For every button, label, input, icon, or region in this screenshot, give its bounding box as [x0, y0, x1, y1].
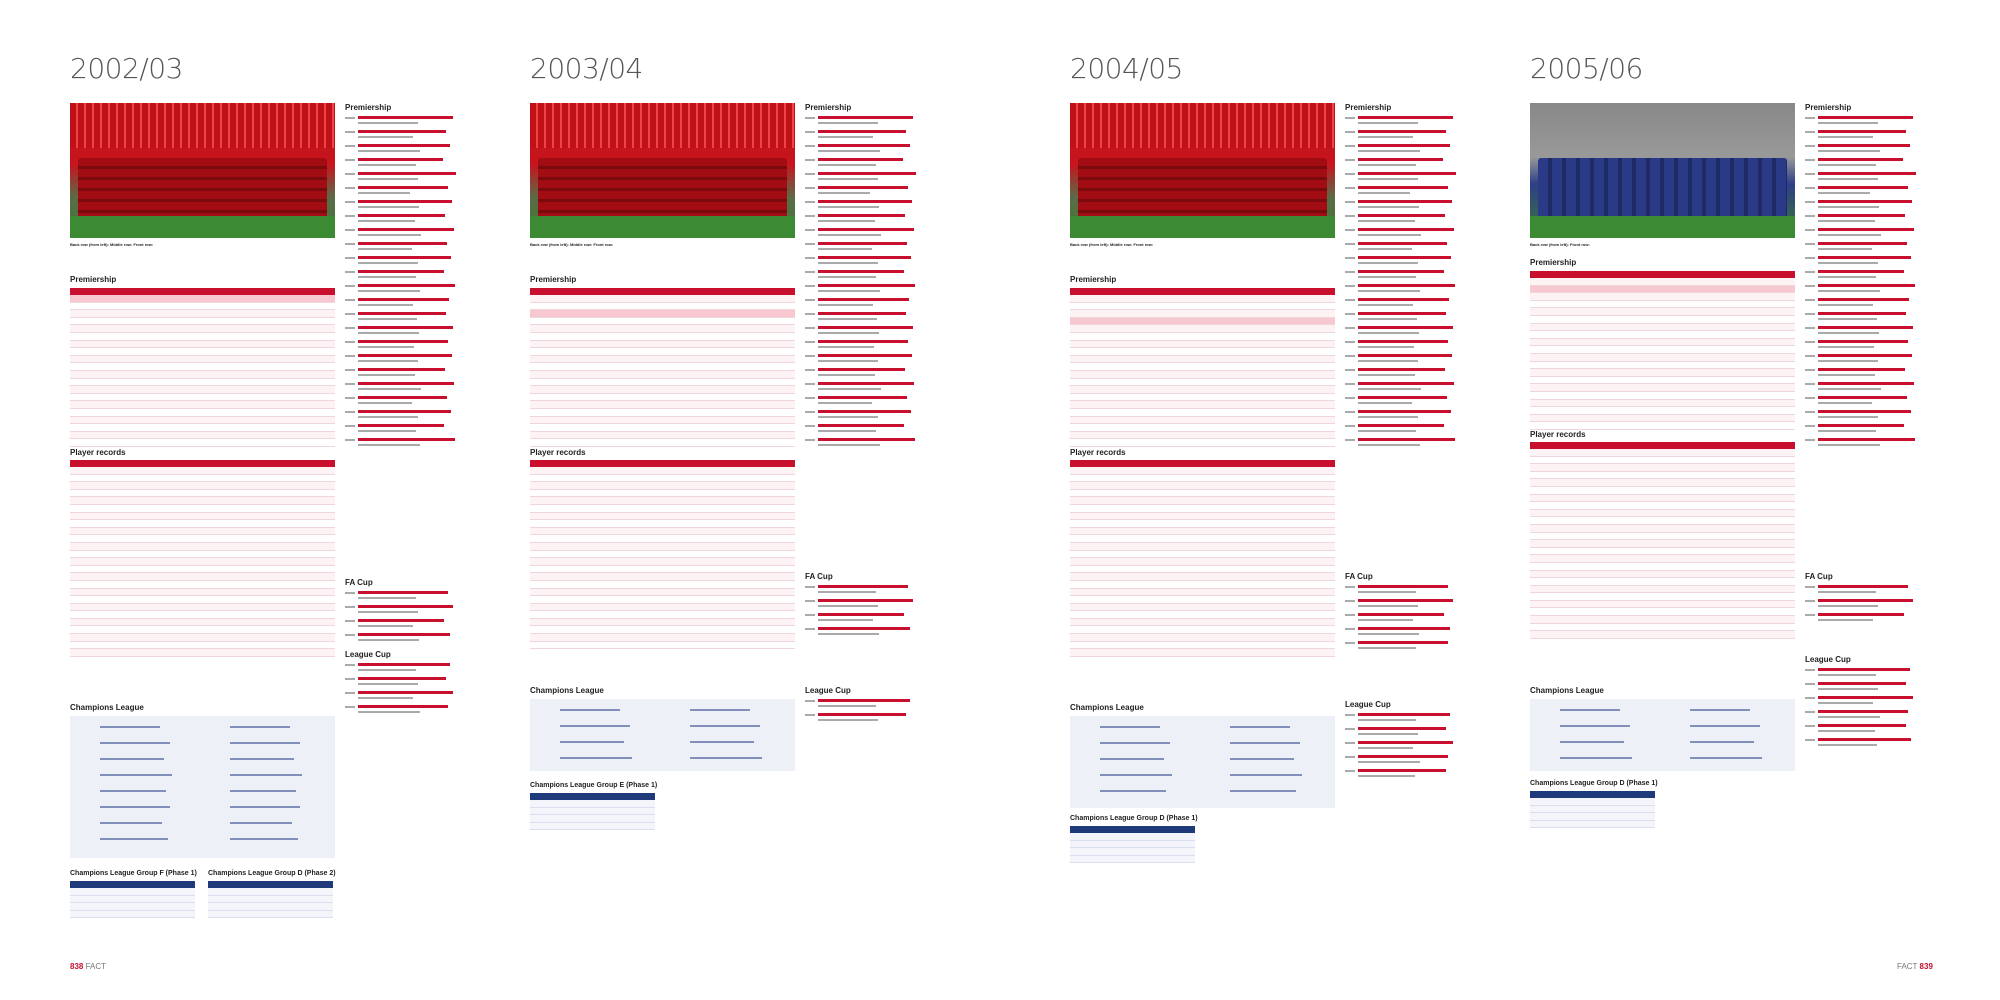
- league-cup-results: [1805, 667, 1925, 751]
- player-records-table: [1530, 442, 1795, 639]
- season-2004-05: [1070, 0, 1540, 1000]
- player-records-table: [1070, 460, 1335, 657]
- fa-cup-results: [1805, 584, 1925, 626]
- season-2005-06: [1530, 0, 2000, 1000]
- photo-caption: Back row (from left): Front row:: [1530, 242, 1590, 247]
- group-title: Champions League Group D (Phase 2): [208, 870, 336, 877]
- team-photo: [530, 103, 795, 238]
- champions-league-results: [1070, 716, 1335, 808]
- premiership-results-heading: Premiership: [805, 103, 852, 112]
- group-table: [1070, 826, 1195, 863]
- photo-caption: Back row (from left): Middle row: Front row:: [1070, 242, 1154, 247]
- fa-cup-heading: FA Cup: [1805, 572, 1833, 581]
- league-table: [1070, 288, 1335, 447]
- premiership-results-heading: Premiership: [1805, 103, 1852, 112]
- fa-cup-heading: FA Cup: [345, 578, 373, 587]
- premiership-results: [1805, 115, 1925, 451]
- footer-left: [70, 962, 106, 971]
- champions-league-heading: Champions League: [70, 703, 144, 712]
- fa-cup-heading: FA Cup: [805, 572, 833, 581]
- league-cup-heading: League Cup: [805, 686, 851, 695]
- fa-cup-heading: FA Cup: [1345, 572, 1373, 581]
- section-label: FACT: [85, 962, 107, 971]
- champions-league-heading: Champions League: [530, 686, 604, 695]
- champions-league-results: [70, 716, 335, 858]
- league-table: [1530, 271, 1795, 430]
- premiership-heading: Premiership: [530, 275, 577, 284]
- season-title: 2005/06: [1530, 52, 1643, 85]
- group-title: Champions League Group D (Phase 1): [1530, 780, 1658, 787]
- team-photo: [70, 103, 335, 238]
- page-number: 838: [70, 962, 84, 971]
- champions-league-results: [530, 699, 795, 771]
- league-cup-results: [1345, 712, 1465, 782]
- footer-right: [1897, 962, 1933, 971]
- fa-cup-results: [345, 590, 465, 646]
- premiership-heading: Premiership: [1530, 258, 1577, 267]
- league-cup-heading: League Cup: [1345, 700, 1391, 709]
- photo-caption: Back row (from left): Middle row: Front row:: [70, 242, 154, 247]
- premiership-heading: Premiership: [70, 275, 117, 284]
- fa-cup-results: [1345, 584, 1465, 654]
- player-records-table: [70, 460, 335, 657]
- season-title: 2003/04: [530, 52, 643, 85]
- premiership-results: [345, 115, 465, 451]
- team-photo: [1070, 103, 1335, 238]
- player-records-heading: Player records: [70, 448, 126, 457]
- league-table: [70, 288, 335, 447]
- player-records-heading: Player records: [1070, 448, 1126, 457]
- player-records-heading: Player records: [1530, 430, 1586, 439]
- premiership-results-heading: Premiership: [345, 103, 392, 112]
- group-table: [1530, 791, 1655, 828]
- league-cup-results: [805, 698, 925, 726]
- team-photo: [1530, 103, 1795, 238]
- season-title: 2002/03: [70, 52, 183, 85]
- league-cup-heading: League Cup: [1805, 655, 1851, 664]
- page-number: 839: [1919, 962, 1933, 971]
- premiership-results-heading: Premiership: [1345, 103, 1392, 112]
- champions-league-results: [1530, 699, 1795, 771]
- champions-league-heading: Champions League: [1530, 686, 1604, 695]
- group-title: Champions League Group F (Phase 1): [70, 870, 197, 877]
- photo-caption: Back row (from left): Middle row: Front row:: [530, 242, 614, 247]
- league-cup-results: [345, 662, 465, 718]
- group-table: [208, 881, 333, 918]
- section-label: FACT: [1897, 962, 1918, 971]
- player-records-table: [530, 460, 795, 649]
- league-cup-heading: League Cup: [345, 650, 391, 659]
- group-table: [530, 793, 655, 830]
- champions-league-heading: Champions League: [1070, 703, 1144, 712]
- group-title: Champions League Group E (Phase 1): [530, 782, 658, 789]
- season-2003-04: [530, 0, 1000, 1000]
- season-2002-03: [70, 0, 540, 1000]
- group-title: Champions League Group D (Phase 1): [1070, 815, 1198, 822]
- league-table: [530, 288, 795, 447]
- player-records-heading: Player records: [530, 448, 586, 457]
- premiership-results: [1345, 115, 1465, 451]
- group-table: [70, 881, 195, 918]
- premiership-results: [805, 115, 925, 451]
- season-title: 2004/05: [1070, 52, 1183, 85]
- fa-cup-results: [805, 584, 925, 640]
- premiership-heading: Premiership: [1070, 275, 1117, 284]
